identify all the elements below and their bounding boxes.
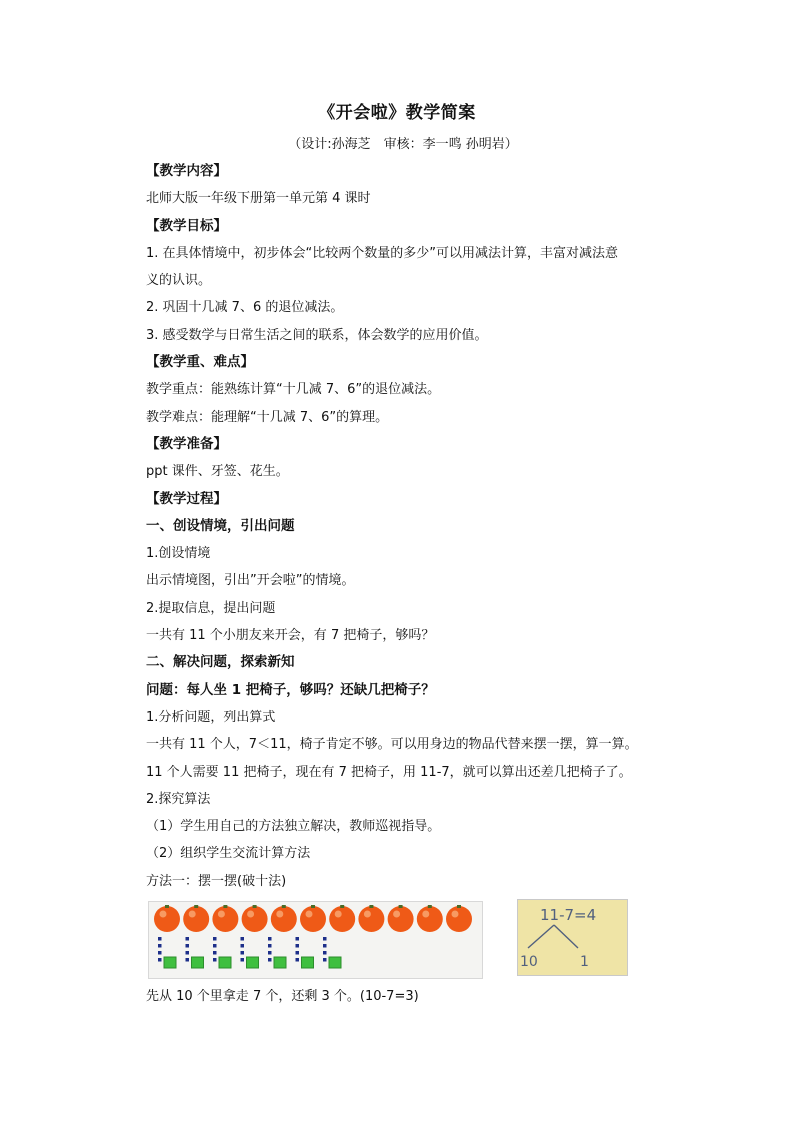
goal-3: 3. 感受数学与日常生活之间的联系，体会数学的应用价值。 bbox=[146, 327, 488, 343]
toothpick-dot bbox=[268, 951, 272, 955]
orange-mark bbox=[212, 906, 238, 932]
toothpick-dot bbox=[323, 951, 327, 955]
orange-mark bbox=[329, 906, 355, 932]
toothpick-dot bbox=[241, 937, 245, 941]
toothpick-dot bbox=[296, 944, 300, 948]
orange-stem bbox=[369, 905, 373, 908]
section-heading-content: 【教学内容】 bbox=[146, 163, 227, 179]
step-1-1-title: 1.创设情境 bbox=[146, 546, 211, 562]
after-figure-text: 先从 10 个里拿走 7 个，还剩 3 个。(10-7=3) bbox=[146, 989, 419, 1005]
step-2-2-a: （1）学生用自己的方法独立解决，教师巡视指导。 bbox=[146, 819, 441, 835]
orange-mark bbox=[446, 906, 472, 932]
orange-mark bbox=[417, 906, 443, 932]
green-block bbox=[329, 957, 341, 968]
content-text: 北师大版一年级下册第一单元第 4 课时 bbox=[146, 191, 371, 207]
step-2-1-text-a: 一共有 11 个人，7＜11，椅子肯定不够。可以用身边的物品代替来摆一摆，算一算。 bbox=[146, 737, 638, 753]
step-2-1-text-b: 11 个人需要 11 把椅子，现在有 7 把椅子，用 11-7，就可以算出还差几把椅子了。 bbox=[146, 764, 632, 780]
orange-highlight bbox=[189, 911, 196, 918]
orange-highlight bbox=[422, 911, 429, 918]
orange-highlight bbox=[247, 911, 254, 918]
split-right-number: 1 bbox=[580, 954, 589, 971]
toothpick-dot bbox=[158, 958, 162, 962]
handwritten-equation: 11-7=4 bbox=[540, 906, 597, 925]
goal-2: 2. 巩固十几减 7、6 的退位减法。 bbox=[146, 300, 344, 316]
toothpick-dot bbox=[186, 951, 190, 955]
toothpick-dot bbox=[241, 951, 245, 955]
toothpick-dot bbox=[158, 944, 162, 948]
difficult-point: 教学难点：能理解“十几减 7、6”的算理。 bbox=[146, 409, 389, 425]
toothpick-dot bbox=[213, 951, 217, 955]
toothpick-dot bbox=[158, 937, 162, 941]
split-left-number: 10 bbox=[520, 954, 538, 971]
orange-highlight bbox=[160, 911, 167, 918]
part-2-heading: 二、解决问题，探索新知 bbox=[146, 654, 295, 671]
figure-row bbox=[146, 901, 686, 983]
orange-stem bbox=[165, 905, 169, 908]
page-title: 《开会啦》教学简案 bbox=[318, 103, 476, 123]
toothpick-dot bbox=[186, 937, 190, 941]
toothpick-dot bbox=[213, 944, 217, 948]
toothpick-dot bbox=[323, 958, 327, 962]
toothpick-dot bbox=[323, 944, 327, 948]
step-2-2-title: 2.探究算法 bbox=[146, 791, 211, 807]
page-subtitle: （设计:孙海芝 审核：李一鸣 孙明岩） bbox=[288, 137, 518, 152]
section-heading-process: 【教学过程】 bbox=[146, 490, 227, 507]
oranges-photo bbox=[148, 901, 483, 979]
handwritten-split-diagram bbox=[518, 900, 627, 975]
toothpick-dot bbox=[268, 958, 272, 962]
toothpick-dot bbox=[268, 937, 272, 941]
green-block bbox=[192, 957, 204, 968]
toothpick-dot bbox=[213, 958, 217, 962]
orange-highlight bbox=[335, 911, 342, 918]
toothpick-dot bbox=[186, 958, 190, 962]
orange-mark bbox=[271, 906, 297, 932]
toothpick-dot bbox=[268, 944, 272, 948]
orange-stem bbox=[340, 905, 344, 908]
key-point: 教学重点：能熟练计算“十几减 7、6”的退位减法。 bbox=[146, 382, 441, 398]
part-1-heading: 一、创设情境，引出问题 bbox=[146, 517, 295, 534]
toothpick-dot bbox=[158, 951, 162, 955]
step-1-2-text: 一共有 11 个小朋友来开会，有 7 把椅子，够吗？ bbox=[146, 628, 435, 644]
orange-highlight bbox=[364, 911, 371, 918]
orange-stem bbox=[282, 905, 286, 908]
orange-stem bbox=[194, 905, 198, 908]
orange-mark bbox=[183, 906, 209, 932]
section-heading-key-points: 【教学重、难点】 bbox=[146, 354, 254, 371]
toothpick-dot bbox=[213, 937, 217, 941]
toothpick-dot bbox=[186, 944, 190, 948]
step-1-2-title: 2.提取信息，提出问题 bbox=[146, 600, 276, 616]
orange-mark bbox=[300, 906, 326, 932]
green-block bbox=[274, 957, 286, 968]
orange-stem bbox=[399, 905, 403, 908]
method-1-title: 方法一：摆一摆(破十法) bbox=[146, 873, 287, 889]
document-body bbox=[146, 158, 686, 1010]
orange-mark bbox=[154, 906, 180, 932]
toothpick-dot bbox=[296, 937, 300, 941]
orange-stem bbox=[428, 905, 432, 908]
toothpick-dot bbox=[296, 958, 300, 962]
step-1-1-text: 出示情境图，引出”开会啦”的情境。 bbox=[146, 573, 355, 589]
orange-highlight bbox=[218, 911, 225, 918]
green-block bbox=[219, 957, 231, 968]
green-block bbox=[164, 957, 176, 968]
section-heading-preparation: 【教学准备】 bbox=[146, 435, 227, 452]
toothpick-dot bbox=[241, 958, 245, 962]
orange-highlight bbox=[276, 911, 283, 918]
orange-highlight bbox=[306, 911, 313, 918]
oranges-illustration bbox=[149, 902, 482, 978]
green-block bbox=[302, 957, 314, 968]
orange-highlight bbox=[393, 911, 400, 918]
handwritten-photo bbox=[517, 899, 628, 976]
toothpick-dot bbox=[323, 937, 327, 941]
toothpick-dot bbox=[241, 944, 245, 948]
orange-highlight bbox=[452, 911, 459, 918]
preparation-text: ppt 课件、牙签、花生。 bbox=[146, 464, 289, 480]
orange-stem bbox=[253, 905, 257, 908]
goal-1-line-1: 1. 在具体情境中，初步体会“比较两个数量的多少”可以用减法计算，丰富对减法意 bbox=[146, 245, 619, 261]
section-heading-goals: 【教学目标】 bbox=[146, 217, 227, 234]
orange-mark bbox=[358, 906, 384, 932]
orange-mark bbox=[388, 906, 414, 932]
orange-stem bbox=[311, 905, 315, 908]
step-2-2-b: （2）组织学生交流计算方法 bbox=[146, 846, 311, 862]
question-line: 问题：每人坐 1 把椅子，够吗？还缺几把椅子？ bbox=[146, 681, 435, 698]
orange-stem bbox=[457, 905, 461, 908]
toothpick-dot bbox=[296, 951, 300, 955]
green-block bbox=[247, 957, 259, 968]
goal-1-line-2: 义的认识。 bbox=[146, 273, 212, 289]
step-2-1-title: 1.分析问题，列出算式 bbox=[146, 709, 276, 725]
orange-stem bbox=[223, 905, 227, 908]
orange-mark bbox=[242, 906, 268, 932]
